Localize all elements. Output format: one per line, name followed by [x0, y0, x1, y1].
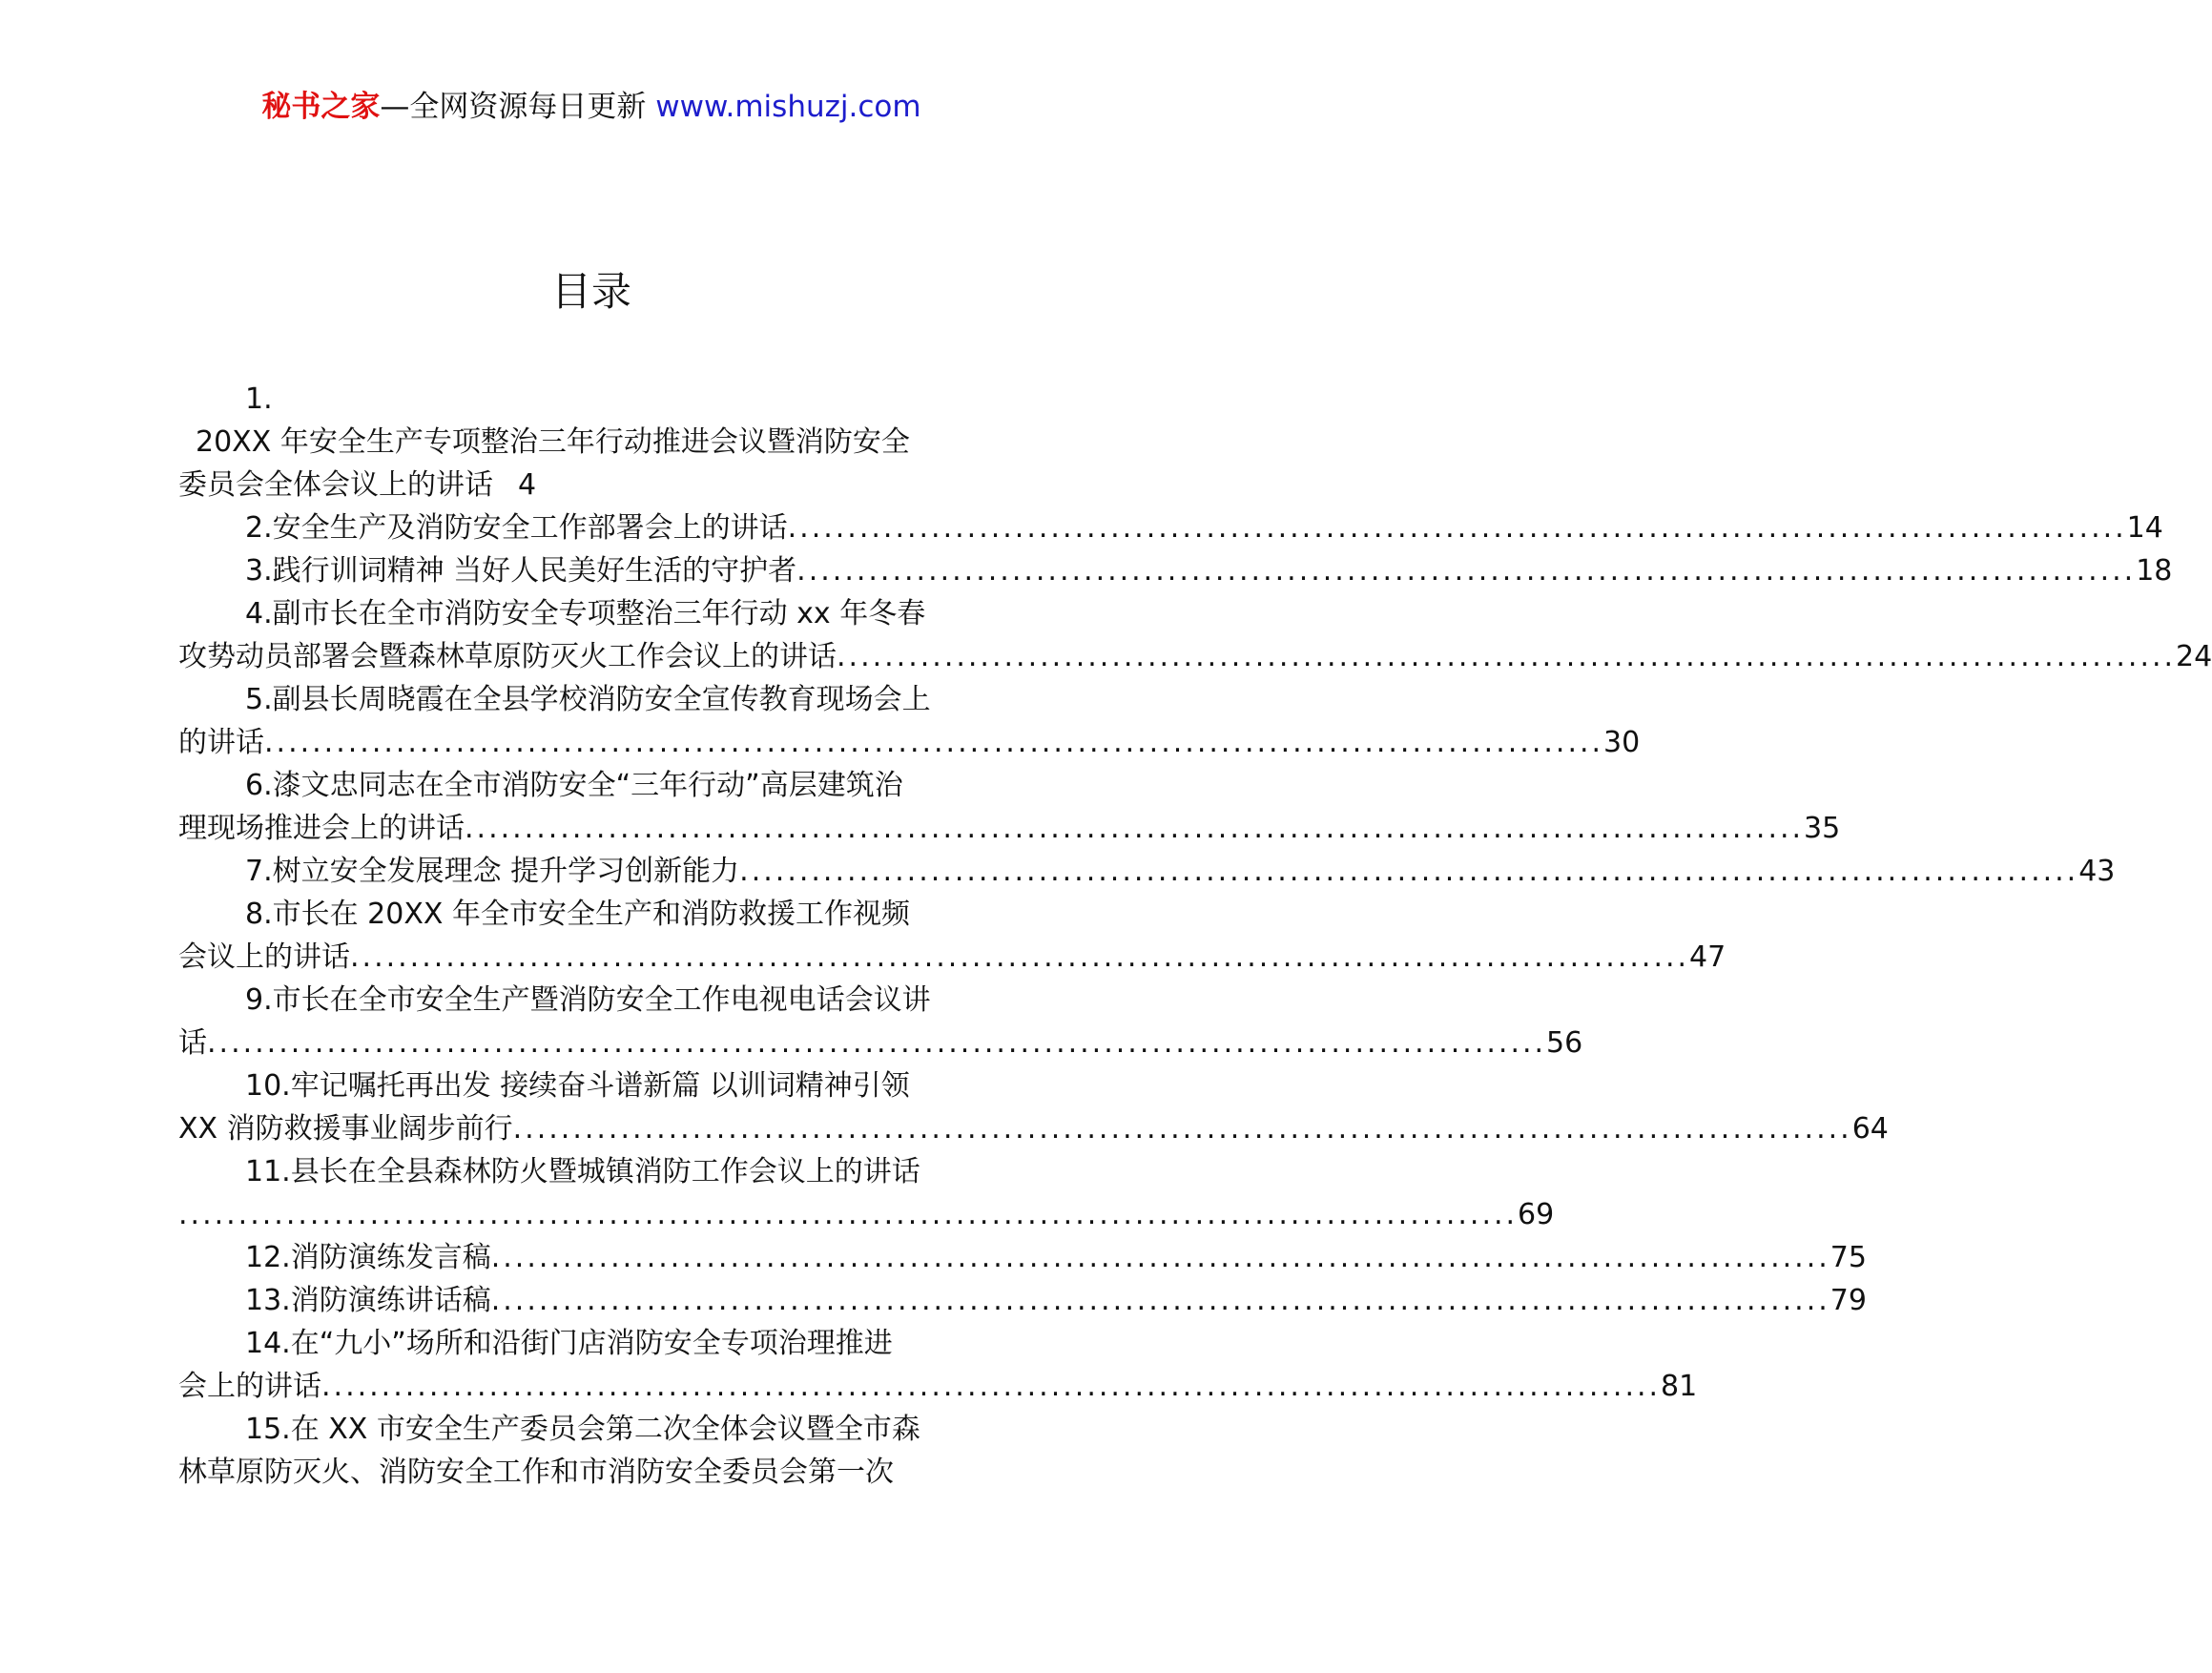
- toc-leader: ................................................................................................................: [321, 1370, 1662, 1403]
- toc-entry-number: 15.: [245, 1413, 291, 1446]
- toc-entry[interactable]: [178, 549, 2173, 592]
- toc-entry-page: 30: [1603, 726, 1641, 759]
- toc-entry-text: 林草原防灭火、消防安全工作和市消防安全委员会第一次: [178, 1456, 894, 1489]
- site-header: [0, 88, 1183, 126]
- toc-entry-text: 践行训词精神 当好人民美好生活的守护者: [272, 554, 797, 588]
- toc-entry-text: 会上的讲话: [178, 1370, 321, 1403]
- toc-entry[interactable]: [178, 378, 1001, 506]
- toc-entry-text: 理现场推进会上的讲话: [178, 812, 465, 845]
- toc-leader: ................................................................................................................: [490, 1284, 1830, 1317]
- toc-entry-text: 委员会全体会议上的讲话: [178, 468, 493, 502]
- toc-entry-text: 牢记嘱托再出发 接续奋斗谱新篇 以训词精神引领: [290, 1069, 910, 1103]
- toc-entry-text: 市长在全市安全生产暨消防安全工作电视电话会议讲: [272, 983, 931, 1017]
- toc-entry-number: 3.: [245, 554, 273, 588]
- toc-entry[interactable]: [178, 592, 2212, 678]
- toc-leader: ................................................................................................................: [207, 1026, 1547, 1060]
- toc-entry-number: 12.: [245, 1241, 291, 1274]
- brand-name: 秘书之家: [261, 90, 381, 124]
- toc-entry-page: 43: [2078, 855, 2116, 888]
- page-title: 目录: [550, 268, 631, 315]
- toc-entry-number: 5.: [245, 683, 273, 716]
- toc-entry-number: 11.: [245, 1155, 291, 1188]
- toc-entry-text: 市长在 20XX 年全市安全生产和消防救援工作视频: [272, 898, 910, 931]
- toc-entry[interactable]: [178, 506, 2163, 549]
- toc-entry[interactable]: [178, 1279, 1867, 1322]
- toc-entry[interactable]: [178, 1408, 1001, 1494]
- toc-entry-page: 24: [2176, 640, 2212, 673]
- toc-leader: ................................................................................................................: [739, 855, 2079, 888]
- toc-entry[interactable]: [178, 1064, 1889, 1150]
- toc-entry-number: 13.: [245, 1284, 291, 1317]
- site-url-link[interactable]: www.mishuzj.com: [655, 90, 921, 124]
- toc-leader: ................................................................................................................: [264, 726, 1604, 759]
- toc-entry-number: 14.: [245, 1327, 291, 1360]
- toc-leader: ................................................................................................................: [787, 511, 2127, 545]
- toc-entry-text: 副县长周晓霞在全县学校消防安全宣传教育现场会上: [272, 683, 931, 716]
- toc-entry[interactable]: [178, 1150, 1555, 1236]
- toc-entry-text: 话: [178, 1026, 207, 1060]
- toc-entry-text: 会议上的讲话: [178, 940, 350, 974]
- header-slogan: —全网资源每日更新: [380, 90, 647, 124]
- toc-leader: ................................................................................................................: [465, 812, 1805, 845]
- toc-leader: ................................................................................................................: [490, 1241, 1830, 1274]
- toc-entry-number: 9.: [245, 983, 273, 1017]
- toc-entry-text: 20XX 年安全生产专项整治三年行动推进会议暨消防安全: [196, 425, 910, 459]
- toc-entry-number: 4.: [245, 597, 273, 630]
- toc-entry-text: XX 消防救援事业阔步前行: [178, 1112, 513, 1146]
- toc-entry-page: 56: [1546, 1026, 1583, 1060]
- toc-entry-text: 副市长在全市消防安全专项整治三年行动 xx 年冬春: [272, 597, 926, 630]
- toc-entry-page: 79: [1830, 1284, 1867, 1317]
- toc-entry-text: 在“九小”场所和沿街门店消防安全专项治理推进: [290, 1327, 893, 1360]
- toc-entry[interactable]: [178, 1236, 1867, 1279]
- toc-leader: ................................................................................................................: [837, 640, 2177, 673]
- toc-entry-number: 6.: [245, 769, 273, 802]
- toc-entry-text: 县长在全县森林防火暨城镇消防工作会议上的讲话: [290, 1155, 920, 1188]
- toc-entry-text: 攻势动员部署会暨森林草原防灭火工作会议上的讲话: [178, 640, 837, 673]
- toc-leader: ................................................................................................................: [512, 1112, 1852, 1146]
- toc-entry[interactable]: [178, 764, 1841, 850]
- toc-leader: ................................................................................................................: [796, 554, 2137, 588]
- toc-entry-page: 14: [2126, 511, 2163, 545]
- toc-entry-text: 漆文忠同志在全市消防安全“三年行动”高层建筑治: [272, 769, 903, 802]
- toc-entry-page: 35: [1804, 812, 1841, 845]
- toc-entry-page: 75: [1830, 1241, 1867, 1274]
- toc-entry-page: 64: [1851, 1112, 1889, 1146]
- toc-entry-page: 47: [1689, 940, 1726, 974]
- toc-entry[interactable]: [178, 850, 2116, 893]
- toc-entry-text: 树立安全发展理念 提升学习创新能力: [272, 855, 740, 888]
- toc-entry-text: 在 XX 市安全生产委员会第二次全体会议暨全市森: [290, 1413, 920, 1446]
- toc-entry-number: 8.: [245, 898, 273, 931]
- table-of-contents: [178, 378, 2212, 1494]
- toc-entry-page: 69: [1518, 1198, 1555, 1231]
- toc-entry[interactable]: [178, 893, 1726, 979]
- toc-entry-number: 10.: [245, 1069, 291, 1103]
- toc-entry[interactable]: [178, 979, 1583, 1064]
- toc-entry[interactable]: [178, 678, 1641, 764]
- toc-entry-page: 81: [1661, 1370, 1698, 1403]
- toc-entry-page: 18: [2136, 554, 2173, 588]
- toc-entry-text: 安全生产及消防安全工作部署会上的讲话: [272, 511, 788, 545]
- toc-entry-page: 4: [518, 468, 537, 502]
- toc-entry-number: 2.: [245, 511, 273, 545]
- toc-entry-number: 7.: [245, 855, 273, 888]
- toc-entry-number: 1.: [245, 382, 273, 416]
- toc-entry-text: 消防演练发言稿: [290, 1241, 491, 1274]
- toc-entry[interactable]: [178, 1322, 1698, 1408]
- toc-leader: ................................................................................................................: [178, 1198, 1519, 1231]
- toc-leader: ................................................................................................................: [350, 940, 1690, 974]
- toc-entry-text: 的讲话: [178, 726, 264, 759]
- toc-entry-text: 消防演练讲话稿: [290, 1284, 491, 1317]
